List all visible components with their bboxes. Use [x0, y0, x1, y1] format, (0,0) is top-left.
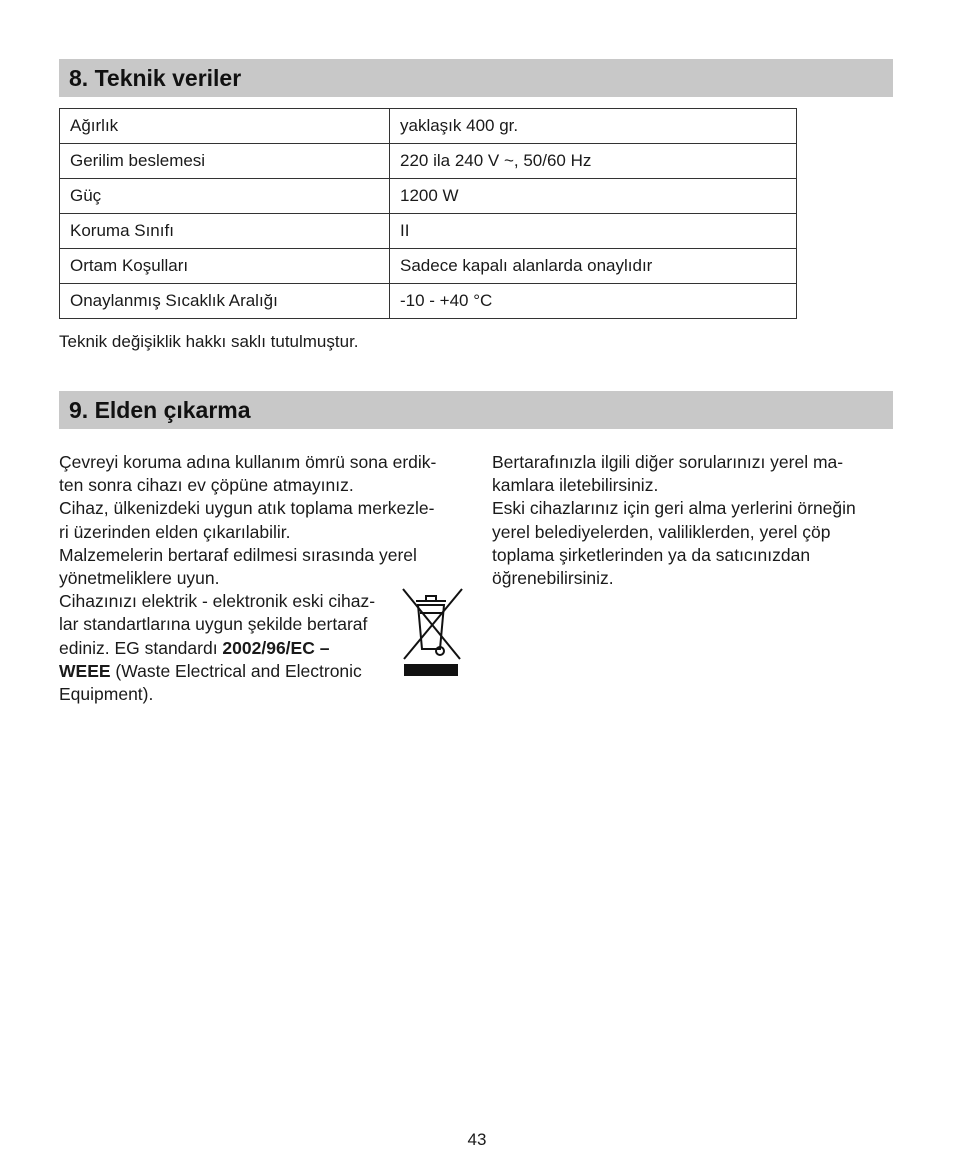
section-8-title: 8. Teknik veriler — [69, 64, 242, 91]
text-line: Eski cihazlarınız için geri alma yerlerini örneğin — [492, 498, 856, 519]
text-line: Cihazınızı elektrik - elektronik eski cihaz- — [59, 591, 376, 612]
page-number: 43 — [467, 1130, 487, 1149]
spec-label: Onaylanmış Sıcaklık Aralığı — [60, 284, 390, 319]
text-line: yönetmeliklere uyun. — [59, 568, 220, 589]
weee-label: WEEE — [59, 660, 111, 681]
text-line: Bertarafınızla ilgili diğer sorularınızı yerel ma- — [492, 452, 844, 472]
disposal-right-column — [492, 451, 892, 590]
table-row — [60, 249, 797, 284]
spec-value: -10 - +40 °C — [390, 284, 797, 319]
text-span: ediniz. EG standardı — [59, 637, 223, 658]
text-line: Equipment). — [59, 684, 154, 705]
text-line: yerel belediyelerden, valiliklerden, yerel çöp — [492, 521, 831, 542]
text-line: toplama şirketlerinden ya da satıcınızdan — [492, 544, 811, 565]
text-line: ten sonra cihazı ev çöpüne atmayınız. — [59, 475, 354, 496]
spec-label: Ortam Koşulları — [60, 249, 390, 284]
spec-value: 220 ila 240 V ~, 50/60 Hz — [390, 144, 797, 179]
text-line: Cihaz, ülkenizdeki uygun atık toplama merkezle- — [59, 498, 435, 519]
text-line: lar standartlarına uygun şekilde bertaraf — [59, 614, 368, 635]
text-span: (Waste Electrical and Electronic — [110, 660, 362, 681]
spec-label: Ağırlık — [60, 109, 390, 144]
technical-change-note: Teknik değişiklik hakkı saklı tutulmuştur. — [59, 332, 359, 351]
table-row — [60, 109, 797, 144]
directive-number: 2002/96/EC – — [222, 637, 330, 658]
section-9-header — [59, 391, 893, 429]
text-line: Malzemelerin bertaraf edilmesi sırasında yerel — [59, 544, 417, 565]
text-line: Çevreyi koruma adına kullanım ömrü sona erdik- — [59, 452, 437, 472]
table-row — [60, 179, 797, 214]
section-9-title: 9. Elden çıkarma — [69, 396, 251, 423]
section-8-header — [59, 59, 893, 97]
text-line: kamlara iletebilirsiniz. — [492, 475, 659, 496]
table-row — [60, 214, 797, 249]
text-line: öğrenebilirsiniz. — [492, 568, 614, 589]
spec-label: Güç — [60, 179, 390, 214]
spec-label: Koruma Sınıfı — [60, 214, 390, 249]
technical-data-table — [59, 108, 797, 319]
table-row — [60, 144, 797, 179]
spec-value: Sadece kapalı alanlarda onaylıdır — [390, 249, 797, 284]
text-line: ri üzerinden elden çıkarılabilir. — [59, 521, 291, 542]
spec-value: II — [390, 214, 797, 249]
table-row — [60, 284, 797, 319]
spec-label: Gerilim beslemesi — [60, 144, 390, 179]
spec-value: yaklaşık 400 gr. — [390, 109, 797, 144]
crossed-out-wheelie-bin-icon — [400, 585, 464, 677]
spec-value: 1200 W — [390, 179, 797, 214]
